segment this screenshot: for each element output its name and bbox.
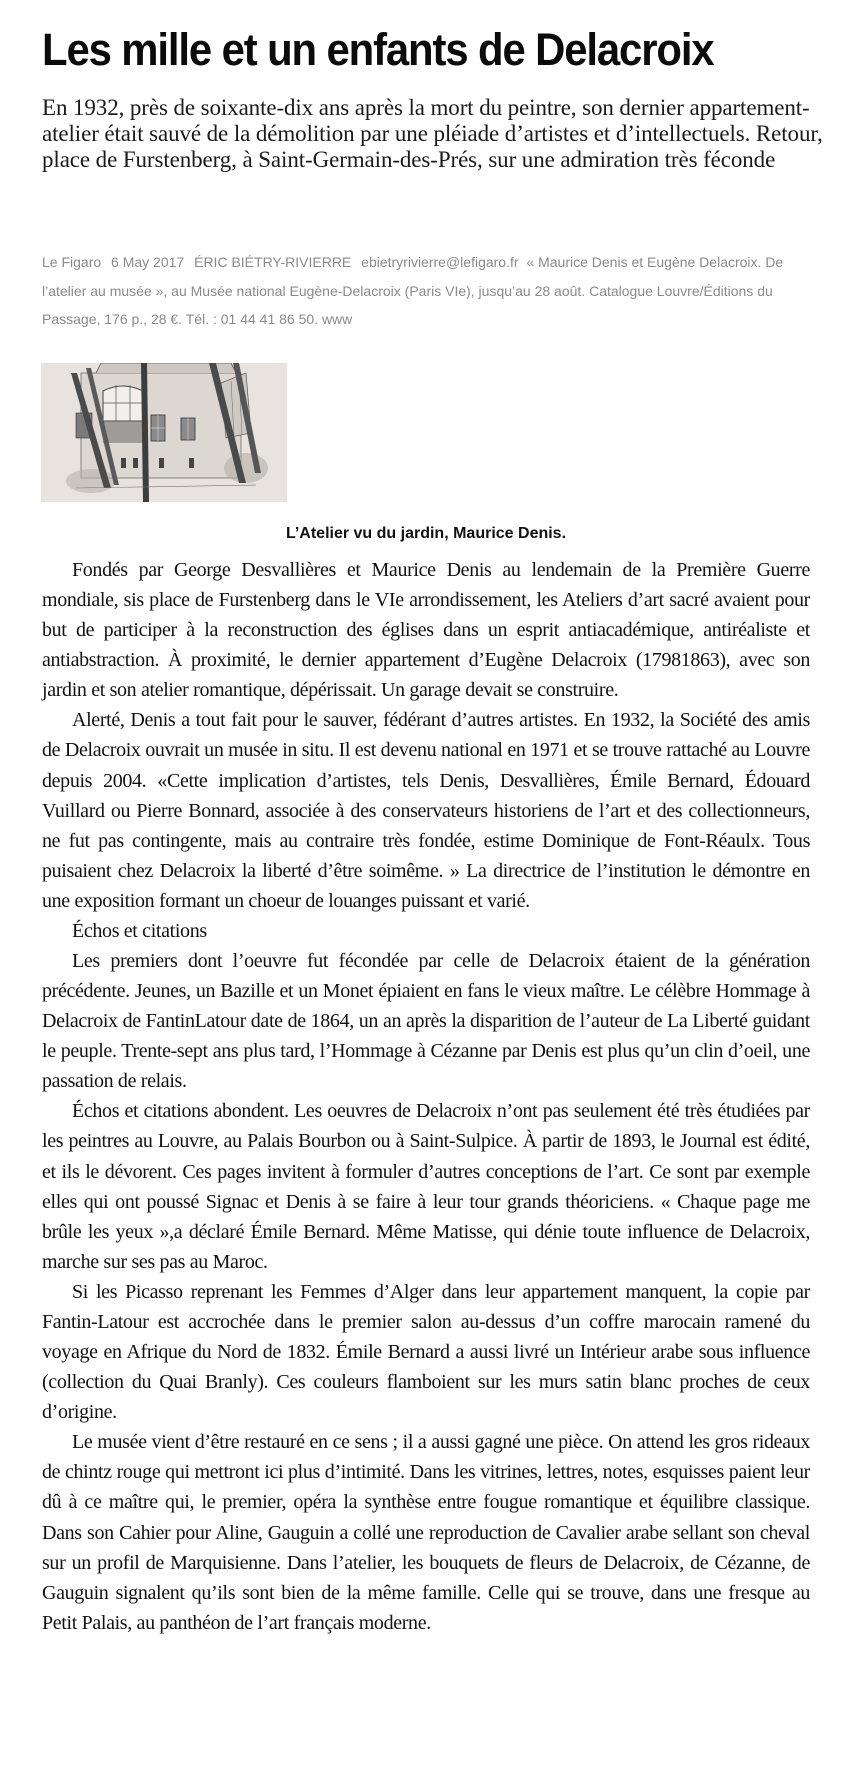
body-paragraph: Le musée vient d’être restauré en ce sens ; il a aussi gagné une pièce. On attend les gros rideaux de chintz rouge qui mettront ici plus d’intimité. Dans les vitrines, lettres, notes, esquisses paient leur dû à ce maître qui, le premier, opéra la synthèse entre fougue romantique et équilibre classique. Dans son Cahier pour Aline, Gauguin a collé une reproduction de Cavalier arabe sellant son cheval sur un profil de Marquisienne. Dans l’atelier, les bouquets de fleurs de Delacroix, de Cézanne, de Gauguin signalent qu’ils sont bien de la même famille. Celle qui se trouve, dans une fresque au Petit Palais, au panthéon de l’art français moderne. [42, 1431, 810, 1634]
article-image [41, 363, 287, 502]
meta-author: ÉRIC BIÉTRY-RIVIERRE [194, 254, 352, 270]
body-paragraph: Si les Picasso reprenant les Femmes d’Alger dans leur appartement manquent, la copie par Fantin-Latour est accrochée dans le premier salon au-dessus d’un coffre marocain ramené du voyage en Afrique du Nord de 1832. Émile Bernard a aussi livré un Intérieur arabe sous influence (collection du Quai Branly). Ces couleurs flamboient sur les murs satin blanc proches de ceux d’origine. [42, 1280, 810, 1424]
article-lede: En 1932, près de soixante-dix ans après la mort du peintre, son dernier appartement-atelier était sauvé de la démolition par une pléiade d’artistes et d’intellectuels. Retour, place de Furstenberg, à Saint-Germain-des-Prés, sur une admiration très féconde [42, 95, 823, 172]
body-paragraph: Fondés par George Desvallières et Maurice Denis au lendemain de la Première Guerre mondiale, sis place de Furstenberg dans le VIe arrondissement, les Ateliers d’art sacré avaient pour but de participer à la reconstruction des églises dans un esprit antiacadémique, antiréaliste et antiabstraction. À proximité, le dernier appartement d’Eugène Delacroix (17981863), avec son jardin et son atelier romantique, dépérissait. Un garage devait se construire. [42, 559, 810, 702]
meta-publication: Le Figaro [42, 254, 102, 270]
meta-exhibition-info: « Maurice Denis et Eugène Delacroix. De l’atelier au musée », au Musée national Eugène-Delacroix (Paris VIe), jusqu’au 28 août. Catalogue Louvre/Éditions du Passage, 176 p., 28 €. Tél. : 01 44 41 86 50. www [42, 254, 784, 327]
body-paragraph: Échos et citations abondent. Les oeuvres de Delacroix n’ont pas seulement été très étudiées par les peintres au Louvre, au Palais Bourbon ou à Saint-Sulpice. À partir de 1893, le Journal est édité, et ils le dévorent. Ces pages invitent à formuler d’autres conceptions de l’art. Ce sont par exemple elles qui ont poussé Signac et Denis à se faire à leur tour grands théoriciens. « Chaque page me brûle les yeux »,a déclaré Émile Bernard. Même Matisse, qui dénie toute influence de Delacroix, marche sur ses pas au Maroc. [42, 1100, 810, 1273]
meta-email[interactable]: ebietryrivierre@lefigaro.fr [361, 254, 519, 270]
section-subheading: Échos et citations [72, 919, 207, 942]
body-paragraph: Les premiers dont l’oeuvre fut fécondée par celle de Delacroix étaient de la génération précédente. Jeunes, un Bazille et un Monet épiaient en fans le vieux maître. Le célèbre Hommage à Delacroix de FantinLatour date de 1864, un an après la disparition de l’auteur de La Liberté guidant le peuple. Trente-sept ans plus tard, l’Hommage à Cézanne par Denis est plus qu’un clin d’oeil, une passation de relais. [42, 950, 810, 1093]
article-headline: Les mille et un enfants de Delacroix [42, 24, 714, 75]
image-caption: L’Atelier vu du jardin, Maurice Denis. [285, 525, 567, 542]
atelier-drawing-illustration [41, 363, 287, 502]
body-paragraph: Alerté, Denis a tout fait pour le sauver, fédérant d’autres artistes. En 1932, la Société des amis de Delacroix ouvrait un musée in situ. Il est devenu national en 1971 et se trouve rattaché au Louvre depuis 2004. «Cette implication d’artistes, tels Denis, Desvallières, Émile Bernard, Édouard Vuillard ou Pierre Bonnard, associée à des conservateurs historiens de l’art et des collectionneurs, ne fut pas contingente, mais au contraire très fondée, estime Dominique de Font-Réaulx. Tous puisaient chez Delacroix la liberté d’être soimême. » La directrice de l’institution le démontre en une exposition formant un choeur de louanges puissant et varié. [42, 709, 810, 912]
meta-date: 6 May 2017 [111, 254, 185, 270]
article-body [42, 555, 810, 1638]
article-meta [42, 248, 812, 334]
